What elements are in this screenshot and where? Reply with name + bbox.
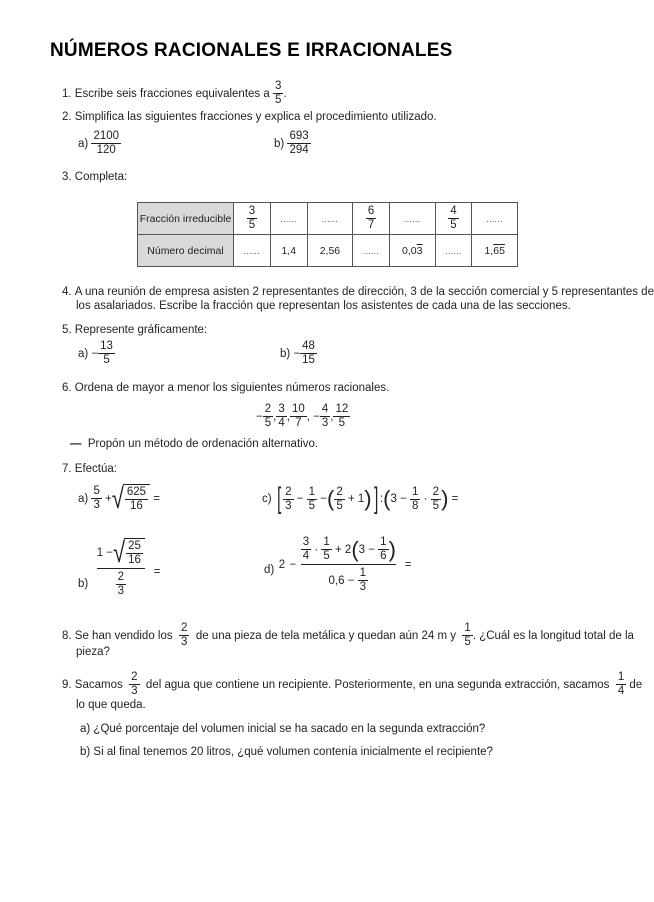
question-text: Ordena de mayor a menor los siguientes números racionales. (74, 382, 390, 394)
table-row (138, 203, 518, 235)
question-number: 6. (62, 382, 72, 394)
completion-table (137, 202, 518, 267)
square-root: √ $\frac{625}{16}$ (112, 484, 150, 513)
question-4-line2: los asalariados. Escribe la fracción que representan los asistentes de cada una de las secciones. (76, 300, 571, 312)
question-number: 8. (62, 629, 72, 642)
table-cell: ...... (390, 203, 436, 235)
q2-item-a: a) $\frac{2100}{120}$ (78, 130, 120, 156)
table-cell: 2,56 (307, 235, 353, 267)
question-text: Escribe seis fracciones equivalentes a (74, 87, 270, 100)
q7-item-c: c) [ $\frac{2}{3}$ − $\frac{1}{5}$ − ( $\frac{2}{5}$ + 1 ) ] : ( 3 − $\frac{1}{8}$ · $\frac{2}{5}$ ) = (262, 482, 459, 515)
q7-item-a: a) $\frac{5}{3}$ + √ $\frac{625}{16}$ = (78, 481, 160, 515)
question-6-sub: — Propón un método de ordenación alternativo. (70, 438, 319, 450)
complex-fraction: 1 − √ $\frac{25}{16}$ $\frac{2}{3}$ (97, 538, 145, 598)
rational-number-list: − $\frac{2}{5}$ , $\frac{3}{4}$ , $\frac{10}{7}$ , − $\frac{4}{3}$ , $\frac{12}{5}$ (256, 403, 349, 429)
question-number: 1. (62, 87, 72, 100)
question-6 (62, 381, 389, 396)
table-cell: 0,03 (390, 235, 436, 267)
question-text: Represente gráficamente: (74, 324, 208, 336)
q5-item-a: a) − $\frac{13}{5}$ (78, 340, 113, 366)
question-number: 9. (62, 678, 72, 691)
q5-item-b: b) − $\frac{48}{15}$ (280, 340, 315, 366)
table-row (138, 235, 518, 267)
question-9-line2: lo que queda. (76, 699, 146, 711)
fraction: $\frac{48}{15}$ (302, 340, 315, 366)
question-number: 5. (62, 324, 72, 336)
question-1: 1. Escribe seis fracciones equivalentes a $\frac{3}{5}$ . (62, 80, 287, 106)
question-text: A una reunión de empresa asisten 2 representantes de dirección, 3 de la sección comercial y 5 representantes de (74, 286, 654, 298)
question-8: 8. Se han vendido los $\frac{2}{3}$ de una pieza de tela metálica y quedan aún 24 m y $\frac{1}{5}$ . ¿Cuál es la longitud total de la (62, 622, 634, 648)
table-cell: ...... (270, 203, 307, 235)
question-3 (62, 170, 127, 185)
dash-bullet: — (70, 438, 82, 450)
question-number: 7. (62, 463, 72, 475)
question-number: 2. (62, 111, 72, 123)
page-title: NÚMEROS RACIONALES E IRRACIONALES (50, 40, 453, 61)
table-cell: 1,4 (270, 235, 307, 267)
q7-item-d: d) 2 − $\frac{3}{4}$ · $\frac{1}{5}$ + 2 ( 3 − $\frac{1}{6}$ ) 0,6 − $\frac{1}{3}$ = (264, 536, 412, 593)
row-header: Fracción irreducible (138, 203, 234, 235)
table-cell: $\frac{3}{5}$ (234, 203, 271, 235)
table-cell: 1,65 (472, 235, 518, 267)
table-cell: $\frac{6}{7}$ (353, 203, 390, 235)
q2-item-b: b) $\frac{693}{294}$ (274, 130, 309, 156)
table-cell: ...... (472, 203, 518, 235)
question-text: Efectúa: (74, 463, 117, 475)
question-5 (62, 323, 207, 338)
question-2 (62, 110, 437, 125)
fraction: $\frac{3}{5}$ (274, 80, 282, 106)
row-header: Número decimal (138, 235, 234, 267)
table-cell: ...... (435, 235, 472, 267)
fraction: $\frac{693}{294}$ (289, 130, 309, 156)
question-text: Completa: (74, 171, 128, 183)
question-number: 4. (62, 286, 72, 298)
table-cell: $\frac{4}{5}$ (435, 203, 472, 235)
question-text: Simplifica las siguientes fracciones y explica el procedimiento utilizado. (74, 111, 437, 123)
fraction: $\frac{2100}{120}$ (93, 130, 120, 156)
table-cell: ...... (234, 235, 271, 267)
q7-item-b: b) 1 − √ $\frac{25}{16}$ $\frac{2}{3}$ = (78, 535, 161, 597)
question-9-b: b) Si al final tenemos 20 litros, ¿qué volumen contenía inicialmente el recipiente? (80, 746, 493, 758)
question-4 (62, 285, 654, 300)
question-7 (62, 462, 117, 477)
complex-fraction: $\frac{3}{4}$ · $\frac{1}{5}$ + 2 ( 3 − $\frac{1}{6}$ ) 0,6 − $\frac{1}{3}$ (302, 536, 396, 593)
question-9: 9. Sacamos $\frac{2}{3}$ del agua que contiene un recipiente. Posteriormente, en una segunda extracción, sacamos $\frac{1}{4}$ de (62, 671, 643, 697)
fraction: $\frac{13}{5}$ (100, 340, 113, 366)
question-number: 3. (62, 171, 72, 183)
question-8-line2: pieza? (76, 646, 110, 658)
question-9-a: a) ¿Qué porcentaje del volumen inicial se ha sacado en la segunda extracción? (80, 723, 486, 735)
table-cell: ...... (353, 235, 390, 267)
table-cell: ...... (307, 203, 353, 235)
